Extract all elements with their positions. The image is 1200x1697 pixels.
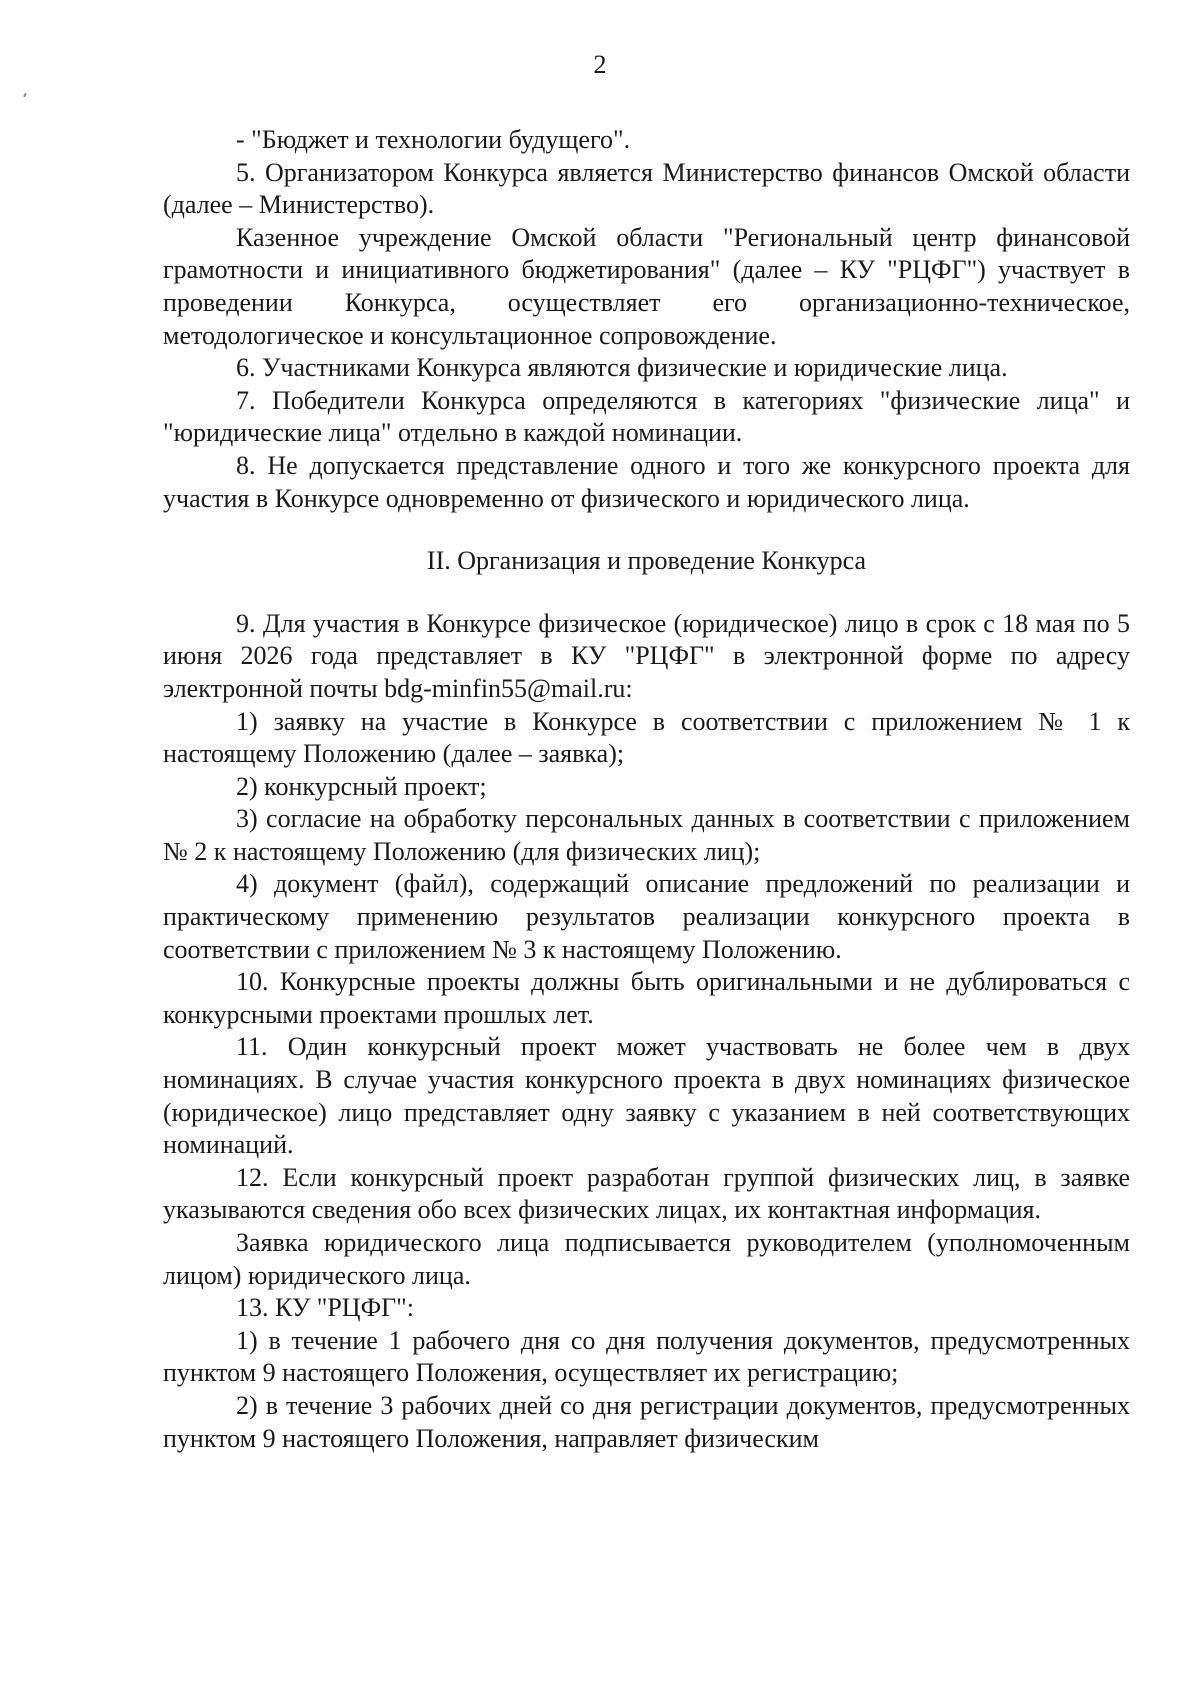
paragraph-item-9-1: 1) заявку на участие в Конкурсе в соответствии с приложением № 1 к настоящему Положению (далее – заявка); [163, 706, 1130, 769]
section-heading: II. Организация и проведение Конкурса [426, 546, 867, 576]
paragraph-item-12: 12. Если конкурсный проект разработан группой физических лиц, в заявке указываются сведения обо всех физических лицах, их контактная информация. [163, 1162, 1130, 1225]
paragraph-item-9-4: 4) документ (файл), содержащий описание предложений по реализации и практическому применению результатов реализации конкурсного проекта в соответствии с приложением № 3 к настоящему Положению. [163, 869, 1130, 964]
paragraph-item-6: 6. Участниками Конкурса являются физические и юридические лица. [236, 353, 1008, 383]
paragraph-item-9-2: 2) конкурсный проект; [236, 771, 487, 801]
paragraph-item-13-1: 1) в течение 1 рабочего дня со дня получения документов, предусмотренных пунктом 9 настоящего Положения, осуществляет их регистрацию; [163, 1325, 1130, 1388]
paragraph-legal-entity-signature: Заявка юридического лица подписывается руководителем (уполномоченным лицом) юридического лица. [163, 1228, 1130, 1290]
paragraph-item-9-3: 3) согласие на обработку персональных данных в соответствии с приложением № 2 к настоящему Положению (для физических лиц); [163, 804, 1130, 866]
paragraph-item-10: 10. Конкурсные проекты должны быть оригинальными и не дублироваться с конкурсными проектами прошлых лет. [163, 967, 1130, 1029]
paragraph-institution: Казенное учреждение Омской области "Региональный центр финансовой грамотности и инициативного бюджетирования" (далее – КУ "РЦФГ") участвует в проведении Конкурса, осуществляет его организационно-техническое, методологическое и консультационное сопровождение. [163, 222, 1130, 350]
paragraph-item-7: 7. Победители Конкурса определяются в категориях "физические лица" и "юридические лица" отдельно в каждой номинации. [163, 385, 1130, 448]
document-body [163, 124, 1130, 1455]
paragraph-budget-nomination: - "Бюджет и технологии будущего". [236, 125, 631, 154]
paragraph-item-8: 8. Не допускается представление одного и того же конкурсного проекта для участия в Конкурсе одновременно от физического и юридического лица. [163, 450, 1130, 513]
paragraph-item-5: 5. Организатором Конкурса является Министерство финансов Омской области (далее – Министерство). [163, 157, 1130, 220]
paragraph-item-9: 9. Для участия в Конкурсе физическое (юридическое) лицо в срок с 18 мая по 5 июня 2026 года представляет в КУ "РЦФГ" в электронной форме по адресу электронной почты bdg-minfin55@mail.ru: [163, 608, 1130, 703]
paragraph-item-11: 11. Один конкурсный проект может участвовать не более чем в двух номинациях. В случае участия конкурсного проекта в двух номинациях физическое (юридическое) лицо представляет одну заявку с указанием в ней соответствующих номинаций. [163, 1032, 1130, 1160]
scan-artifact-mark [23, 93, 27, 97]
page-number: 2 [593, 50, 607, 79]
paragraph-item-13-2: 2) в течение 3 рабочих дней со дня регистрации документов, предусмотренных пунктом 9 настоящего Положения, направляет физическим [163, 1390, 1130, 1453]
paragraph-item-13: 13. КУ "РЦФГ": [236, 1293, 414, 1323]
